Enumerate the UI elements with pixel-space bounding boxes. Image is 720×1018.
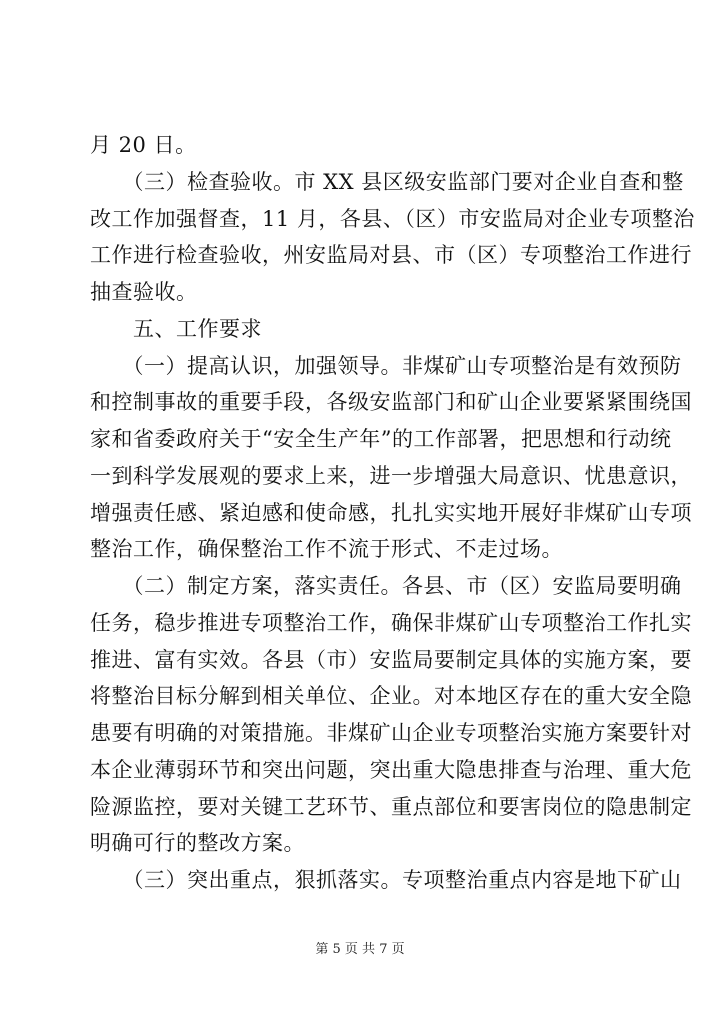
text-line: 推进、富有实效。各县（市）安监局要制定具体的实施方案，要 [90,648,692,672]
text-line: 工作进行检查验收，州安监局对县、市（区）专项整治工作进行 [90,243,692,267]
text-line: 一到科学发展观的要求上来，进一步增强大局意识、忧患意识， [90,464,692,488]
text-line: 患要有明确的对策措施。非煤矿山企业专项整治实施方案要针对 [90,721,692,745]
text-line: 险源监控，要对关键工艺环节、重点部位和要害岗位的隐患制定 [90,795,692,819]
text-line: 整治工作，确保整治工作不流于形式、不走过场。 [90,537,563,561]
text-line: 抽查验收。 [90,280,198,304]
section-heading: 五、工作要求 [90,317,262,341]
text-line: （三）检查验收。市 XX 县区级安监部门要对企业自查和整 [90,170,684,194]
page-number: 第 5 页 共 7 页 [315,942,405,957]
text-line: 将整治目标分解到相关单位、企业。对本地区存在的重大安全隐 [90,684,692,708]
text-line: 月 20 日。 [90,133,197,157]
text-line: 和控制事故的重要手段，各级安监部门和矿山企业要紧紧围绕国 [90,390,692,414]
text-line: （二）制定方案，落实责任。各县、市（区）安监局要明确 [90,574,682,598]
text-line: 家和省委政府关于“安全生产年”的工作部署，把思想和行动统 [90,427,672,451]
text-line: 本企业薄弱环节和突出问题，突出重大隐患排查与治理、重大危 [90,758,692,782]
text-line: （一）提高认识，加强领导。非煤矿山专项整治是有效预防 [90,354,682,378]
text-line: 明确可行的整改方案。 [90,831,305,855]
text-line: （三）突出重点，狠抓落实。专项整治重点内容是地下矿山 [90,868,682,892]
text-line: 任务，稳步推进专项整治工作，确保非煤矿山专项整治工作扎实 [90,611,692,635]
text-line: 改工作加强督查，11 月，各县、（区）市安监局对企业专项整治 [90,207,695,231]
text-line: 增强责任感、紧迫感和使命感，扎扎实实地开展好非煤矿山专项 [90,501,692,525]
